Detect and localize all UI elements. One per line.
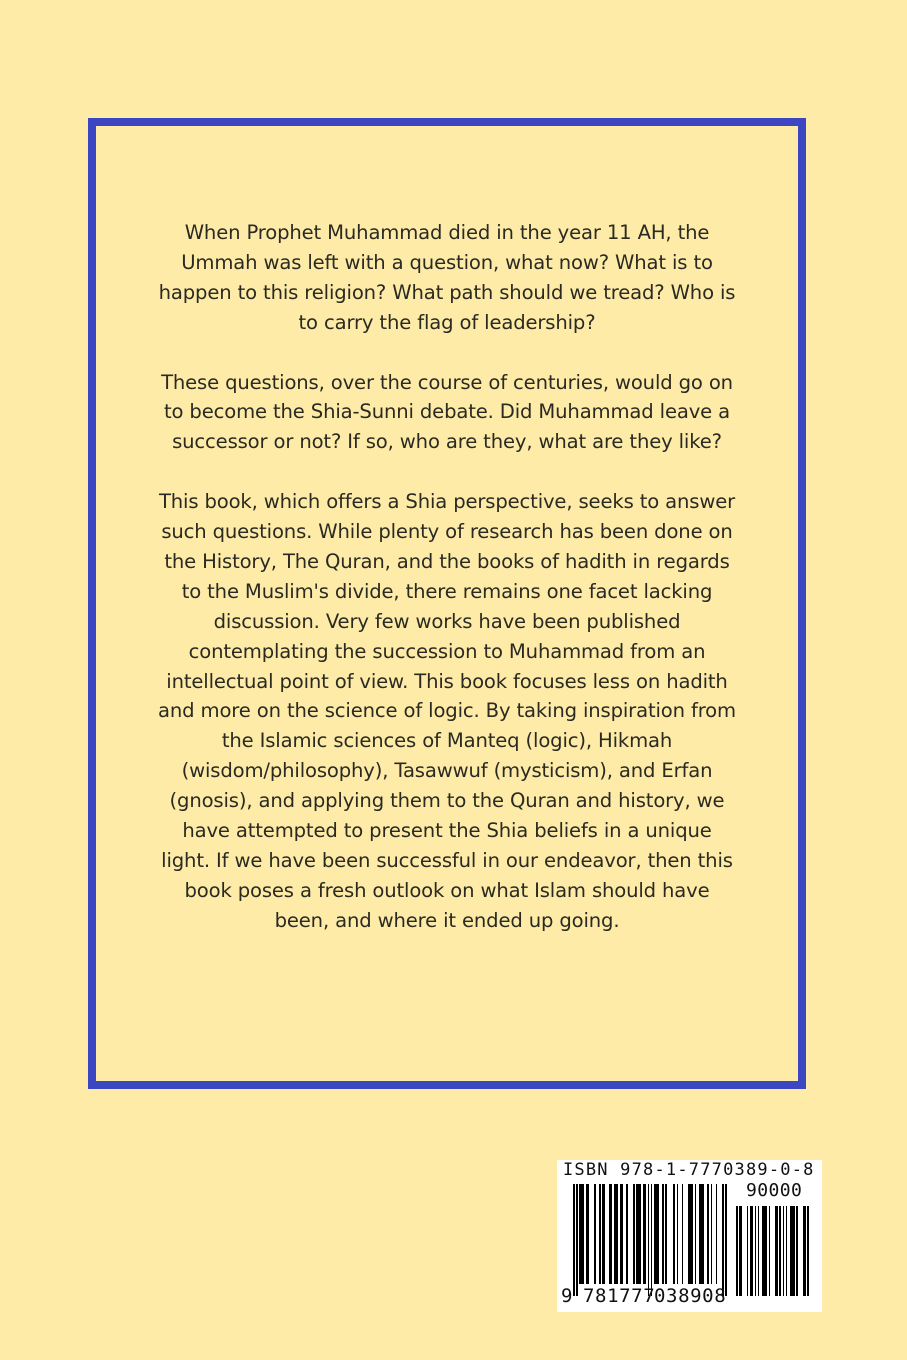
barcode-bar bbox=[586, 1184, 589, 1284]
blurb-paragraph-3: This book, which offers a Shia perspective, seeks to answer such questions. While plenty of research has been done on the History, The Quran, and the books of hadith in regards to the Muslim's divide, there remains one facet lacking discussion. Very few works have been published contemplating the succession to Muhammad from an intellectual point of view. This book focuses less on hadith and more on the science of logic. By taking inspiration from the Islamic sciences of Manteq (logic), Hikmah (wisdom/philosophy), Tasawwuf (mysticism), and Erfan (gnosis), and applying them to the Quran and history, we have attempted to present the Shia beliefs in a unique light. If we have been successful in our endeavor, then this book poses a fresh outlook on what Islam should have been, and where it ended up going. bbox=[158, 490, 736, 932]
barcode-bar bbox=[579, 1184, 584, 1284]
barcode-left-digits: 781777 bbox=[583, 1285, 656, 1307]
addon-bar bbox=[803, 1206, 806, 1296]
blurb-paragraph-1: When Prophet Muhammad died in the year 11 AH, the Ummah was left with a question, what now? What is to happen to this religion? What path should we tread? Who is to carry the flag of leadership? bbox=[158, 221, 736, 334]
barcode-bar bbox=[602, 1184, 605, 1284]
barcode-bar bbox=[599, 1184, 601, 1284]
addon-bar bbox=[755, 1206, 757, 1296]
barcode-first-digit: 9 bbox=[561, 1285, 573, 1307]
barcode-bar bbox=[677, 1184, 679, 1284]
back-cover-frame bbox=[88, 118, 806, 1089]
barcode-right-digits: 038908 bbox=[654, 1285, 727, 1307]
addon-bar bbox=[739, 1206, 742, 1296]
barcode-bar bbox=[695, 1184, 697, 1284]
barcode-bar bbox=[673, 1184, 675, 1284]
barcode-bar bbox=[722, 1184, 724, 1296]
barcode-bar bbox=[651, 1184, 653, 1296]
barcode-bar bbox=[711, 1184, 713, 1284]
barcode-bar bbox=[620, 1184, 623, 1284]
addon-bar bbox=[796, 1206, 798, 1296]
addon-bar bbox=[775, 1206, 778, 1296]
isbn-barcode bbox=[557, 1160, 822, 1312]
addon-bar bbox=[783, 1206, 785, 1296]
addon-bar bbox=[807, 1206, 809, 1296]
barcode-bar bbox=[699, 1184, 704, 1284]
barcode-bar bbox=[614, 1184, 619, 1284]
barcode-bar bbox=[643, 1184, 646, 1284]
back-cover-blurb bbox=[156, 218, 738, 966]
barcode-bar bbox=[688, 1184, 693, 1284]
barcode-bar bbox=[725, 1184, 727, 1296]
barcode-bar bbox=[707, 1184, 709, 1284]
barcode-bar bbox=[626, 1184, 628, 1284]
barcode-bar bbox=[636, 1184, 641, 1284]
barcode-bar bbox=[576, 1184, 578, 1296]
barcode-bar bbox=[609, 1184, 612, 1284]
barcode-bar bbox=[654, 1184, 659, 1284]
isbn-label: ISBN 978-1-7770389-0-8 bbox=[563, 1160, 815, 1180]
price-addon-digits: 90000 bbox=[746, 1180, 803, 1201]
addon-bar bbox=[736, 1206, 738, 1296]
barcode-bar bbox=[633, 1184, 635, 1284]
addon-bar bbox=[758, 1206, 760, 1296]
addon-bar bbox=[790, 1206, 795, 1296]
barcode-bar bbox=[573, 1184, 575, 1296]
addon-bar bbox=[769, 1206, 771, 1296]
barcode-bar bbox=[716, 1184, 718, 1284]
addon-bar bbox=[762, 1206, 767, 1296]
barcode-bar bbox=[662, 1184, 664, 1284]
addon-bar bbox=[750, 1206, 753, 1296]
addon-bar bbox=[779, 1206, 781, 1296]
addon-bar bbox=[786, 1206, 788, 1296]
addon-bar bbox=[747, 1206, 749, 1296]
blurb-paragraph-2: These questions, over the course of centuries, would go on to become the Shia-Sunni debate. Did Muhammad leave a successor or not? If so, who are they, what are they like? bbox=[161, 370, 733, 454]
barcode-bar bbox=[665, 1184, 667, 1284]
barcode-bar bbox=[648, 1184, 650, 1296]
barcode-bar bbox=[594, 1184, 596, 1284]
barcode-bar bbox=[682, 1184, 684, 1284]
